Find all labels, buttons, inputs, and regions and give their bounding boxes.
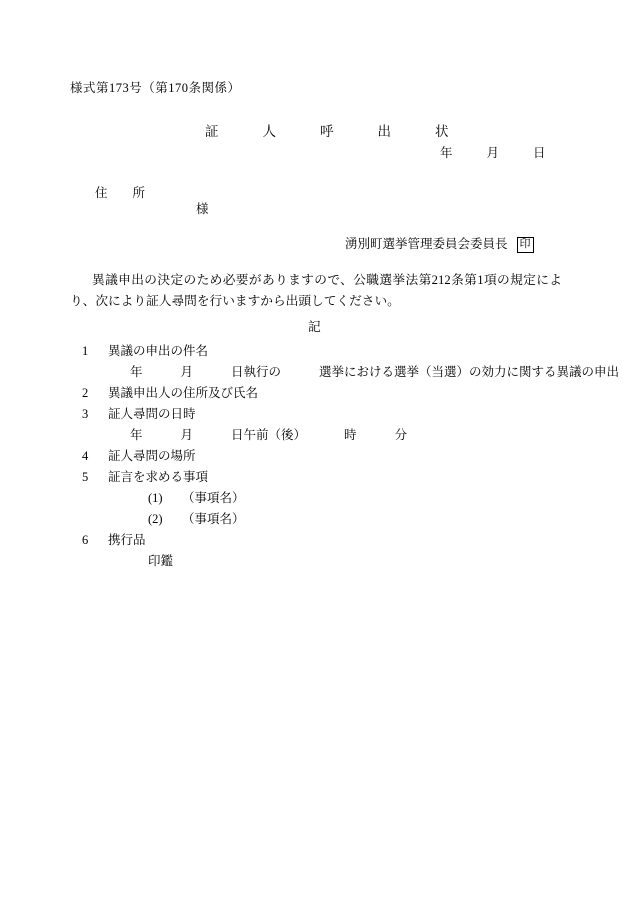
ki-mark: 記 — [308, 320, 321, 334]
list-item — [82, 467, 582, 488]
item-label: 証人尋問の日時 — [108, 407, 196, 421]
sub-hour-label: 時 — [344, 428, 357, 442]
seal-stamp-icon: 印 — [517, 237, 534, 253]
sub-text: （事項名） — [182, 491, 245, 505]
sub-objection-label: 選挙における選挙（当選）の効力に関する異議の申出 — [319, 365, 620, 379]
body-paragraph: 異議申出の決定のため必要がありますので、公職選挙法第212条第1項の規定により、次により証人尋問を行いますから出頭してください。 — [70, 273, 562, 308]
item-number: 6 — [82, 533, 89, 547]
list-item — [82, 530, 582, 551]
item-number: 1 — [82, 344, 89, 358]
date-day-label: 日 — [533, 146, 546, 160]
list-item-detail — [82, 509, 582, 530]
item-label: 証言を求める事項 — [108, 470, 209, 484]
item-label: 異議の申出の件名 — [108, 344, 209, 358]
address-label: 住 所 — [95, 186, 146, 200]
list-item-detail — [82, 551, 582, 572]
title-char-5: 状 — [435, 124, 449, 139]
item-label: 異議申出人の住所及び氏名 — [108, 386, 259, 400]
sub-text: 印鑑 — [148, 554, 174, 568]
items-list — [82, 341, 620, 572]
item-label: 証人尋問の場所 — [108, 449, 196, 463]
list-item — [82, 446, 582, 467]
issuer-name: 湧別町選挙管理委員会委員長 — [345, 237, 508, 251]
issuer-line — [345, 234, 534, 253]
list-item-detail — [82, 362, 620, 383]
sub-year-label: 年 — [130, 365, 143, 379]
title-char-4: 出 — [377, 124, 391, 139]
sub-marker: (2) — [148, 512, 163, 526]
item-number: 2 — [82, 386, 89, 400]
date-year-label: 年 — [440, 146, 453, 160]
sub-marker: (1) — [148, 491, 163, 505]
list-item-detail — [82, 425, 582, 446]
sub-year-label: 年 — [130, 428, 143, 442]
item-number: 5 — [82, 470, 89, 484]
item-number: 4 — [82, 449, 89, 463]
sub-exec-label: 日執行の — [231, 365, 282, 379]
title-char-1: 証 — [205, 124, 219, 139]
date-line — [440, 143, 546, 161]
sub-minute-label: 分 — [394, 428, 408, 442]
list-item — [82, 341, 582, 362]
item-number: 3 — [82, 407, 89, 421]
list-item — [82, 404, 582, 425]
sub-text: （事項名） — [182, 512, 245, 526]
sub-month-label: 月 — [180, 365, 194, 379]
list-item-detail — [82, 488, 582, 509]
list-item — [82, 383, 582, 404]
document-title — [205, 120, 449, 140]
title-char-3: 呼 — [320, 124, 334, 139]
recipient-honorific: 様 — [196, 202, 209, 216]
title-char-2: 人 — [262, 124, 276, 139]
sub-month-label: 月 — [180, 428, 194, 442]
form-number: 様式第173号（第170条関係） — [70, 81, 241, 95]
item-label: 携行品 — [108, 533, 146, 547]
sub-ampm-label: 日午前（後） — [231, 428, 307, 442]
date-month-label: 月 — [486, 146, 500, 160]
